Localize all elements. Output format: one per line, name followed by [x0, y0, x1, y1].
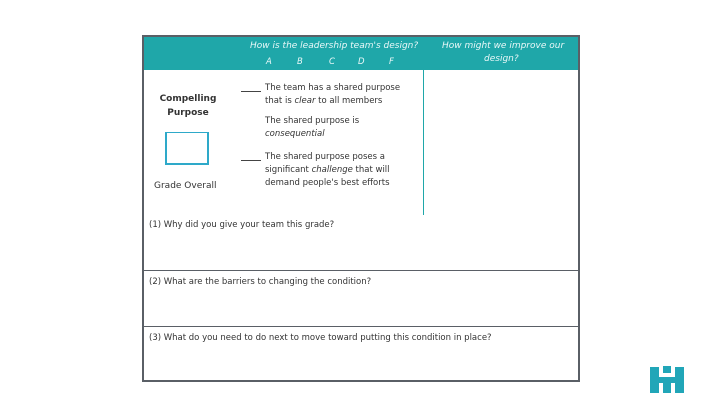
grade-scale	[144, 57, 424, 69]
overall-grade-box[interactable]	[165, 132, 209, 165]
statement-3: The shared purpose poses a significant challenge that will demand people's best efforts	[265, 152, 390, 188]
grade-overall-label: Grade Overall	[154, 181, 217, 191]
statement-1-grade-blank[interactable]	[241, 91, 261, 92]
question-2-section	[144, 270, 578, 326]
worksheet	[142, 35, 580, 382]
worksheet-header	[144, 37, 578, 70]
question-1: (1) Why did you give your team this grade?	[149, 220, 335, 230]
improve-question-line2: design?	[484, 54, 519, 64]
grade-c: C	[329, 57, 335, 67]
grade-b: B	[297, 57, 303, 67]
brand-logo-icon	[650, 366, 684, 394]
question-2: (2) What are the barriers to changing the condition?	[149, 277, 372, 287]
design-question: How is the leadership team's design?	[250, 41, 419, 51]
question-3-section	[144, 326, 578, 381]
improve-question-line1: How might we improve our	[442, 41, 565, 51]
grade-d: D	[358, 57, 365, 67]
question-3: (3) What do you need to do next to move toward putting this condition in place?	[149, 333, 492, 343]
grade-a: A	[266, 57, 272, 67]
column-divider	[423, 37, 424, 215]
statement-1: The team has a shared purpose that is clear to all members	[265, 83, 401, 106]
condition-title: Compelling Purpose	[159, 94, 217, 118]
grade-f: F	[389, 57, 394, 67]
statement-2: The shared purpose is consequential	[265, 116, 360, 139]
statement-3-grade-blank[interactable]	[241, 160, 261, 161]
